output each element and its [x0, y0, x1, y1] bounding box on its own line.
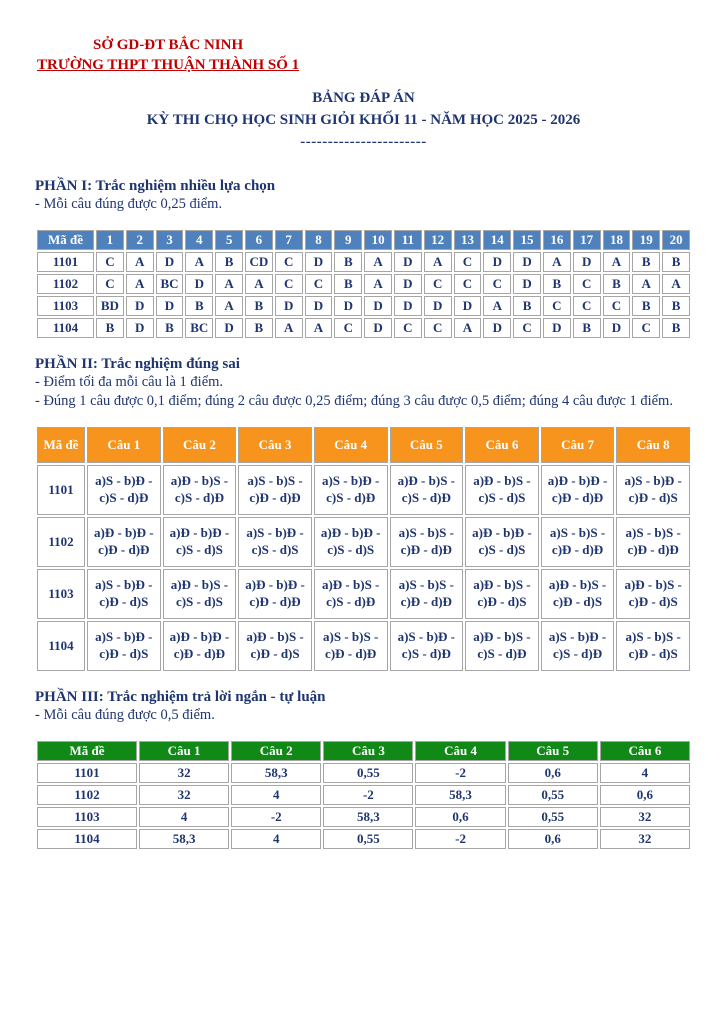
col-header-question: Câu 6 [600, 741, 690, 761]
answer-cell: C [305, 274, 333, 294]
answer-cell: 4 [600, 763, 690, 783]
col-header-question: 1 [96, 230, 124, 250]
answer-cell: B [334, 252, 362, 272]
answer-cell: a)S - b)S - c)Đ - d)Đ [390, 569, 464, 619]
answer-cell: a)Đ - b)Đ - c)Đ - d)Đ [541, 465, 615, 515]
answer-cell: a)S - b)S - c)Đ - d)Đ [238, 465, 312, 515]
col-header-question: 8 [305, 230, 333, 250]
answer-cell: a)S - b)Đ - c)Đ - d)S [616, 465, 690, 515]
col-header-question: 5 [215, 230, 243, 250]
answer-cell: B [334, 274, 362, 294]
section-note: - Mỗi câu đúng được 0,25 điểm. [35, 196, 223, 213]
table-row [37, 829, 690, 849]
answer-cell: a)S - b)Đ - c)S - d)Đ [87, 465, 161, 515]
col-header-question: Câu 4 [314, 427, 388, 463]
answer-cell: D [603, 318, 631, 338]
exam-code-cell: 1101 [37, 763, 137, 783]
answer-cell: 58,3 [139, 829, 229, 849]
answer-cell: D [483, 318, 511, 338]
answer-cell: A [483, 296, 511, 316]
table-header-row [37, 230, 690, 250]
answer-cell: B [96, 318, 124, 338]
answer-cell: a)S - b)S - c)Đ - d)Đ [314, 621, 388, 671]
part3-answer-table [35, 739, 692, 851]
answer-cell: D [215, 318, 243, 338]
answer-cell: a)S - b)S - c)Đ - d)Đ [390, 517, 464, 567]
col-header-exam-code: Mã đề [37, 427, 85, 463]
part2-heading: PHẦN II: Trắc nghiệm đúng sai [35, 356, 240, 373]
answer-cell: B [662, 252, 690, 272]
department-name: SỞ GD-ĐT BẮC NINH [92, 37, 244, 53]
answer-cell: D [513, 274, 541, 294]
answer-cell: a)Đ - b)Đ - c)Đ - d)Đ [163, 621, 237, 671]
answer-cell: a)S - b)Đ - c)S - d)Đ [314, 465, 388, 515]
part2-notes [35, 373, 692, 409]
table-row [37, 785, 690, 805]
answer-cell: 4 [231, 785, 321, 805]
answer-cell: B [245, 296, 273, 316]
col-header-question: Câu 3 [323, 741, 413, 761]
answer-cell: B [573, 318, 601, 338]
answer-cell: 4 [139, 807, 229, 827]
answer-cell: D [156, 252, 184, 272]
answer-cell: A [424, 252, 452, 272]
table-row [37, 296, 690, 316]
answer-cell: B [632, 252, 660, 272]
exam-code-cell: 1103 [37, 296, 94, 316]
answer-cell: D [513, 252, 541, 272]
col-header-question: 15 [513, 230, 541, 250]
exam-title: KỲ THI CHỌ HỌC SINH GIỎI KHỐI 11 - NĂM HỌC 2025 - 2026 [146, 111, 581, 128]
answer-cell: 32 [139, 763, 229, 783]
answer-cell: C [573, 274, 601, 294]
col-header-question: Câu 1 [139, 741, 229, 761]
part3-heading: PHẦN III: Trắc nghiệm trả lời ngắn - tự luận [35, 688, 326, 705]
answer-cell: B [543, 274, 571, 294]
col-header-question: 12 [424, 230, 452, 250]
answer-cell: B [215, 252, 243, 272]
answer-cell: D [185, 274, 213, 294]
exam-code-cell: 1101 [37, 465, 85, 515]
table-row [37, 807, 690, 827]
col-header-question: 18 [603, 230, 631, 250]
part1-section [35, 178, 692, 340]
answer-cell: C [96, 252, 124, 272]
answer-cell: a)S - b)Đ - c)S - d)Đ [390, 621, 464, 671]
answer-cell: C [513, 318, 541, 338]
answer-cell: 0,55 [323, 829, 413, 849]
answer-cell: A [245, 274, 273, 294]
answer-cell: -2 [231, 807, 321, 827]
answer-cell: D [334, 296, 362, 316]
answer-cell: D [454, 296, 482, 316]
answer-cell: A [632, 274, 660, 294]
answer-cell: C [275, 252, 303, 272]
section-note: - Mỗi câu đúng được 0,5 điểm. [35, 706, 215, 723]
letterhead [37, 36, 299, 75]
col-header-question: 20 [662, 230, 690, 250]
answer-cell: C [424, 318, 452, 338]
answer-cell: a)Đ - b)Đ - c)Đ - d)Đ [238, 569, 312, 619]
answer-cell: A [215, 274, 243, 294]
exam-code-cell: 1103 [37, 807, 137, 827]
col-header-question: 11 [394, 230, 422, 250]
answer-cell: B [156, 318, 184, 338]
answer-cell: 32 [600, 807, 690, 827]
answer-cell: C [96, 274, 124, 294]
col-header-question: Câu 8 [616, 427, 690, 463]
col-header-question: 2 [126, 230, 154, 250]
answer-cell: 0,6 [415, 807, 505, 827]
part1-notes [35, 195, 692, 213]
answer-cell: C [573, 296, 601, 316]
answer-cell: 0,6 [600, 785, 690, 805]
answer-cell: a)Đ - b)S - c)Đ - d)S [541, 569, 615, 619]
answer-cell: B [513, 296, 541, 316]
answer-cell: a)S - b)Đ - c)S - d)Đ [541, 621, 615, 671]
answer-cell: C [632, 318, 660, 338]
answer-cell: a)Đ - b)Đ - c)Đ - d)Đ [87, 517, 161, 567]
table-row [37, 763, 690, 783]
col-header-question: Câu 6 [465, 427, 539, 463]
answer-cell: a)Đ - b)S - c)S - d)Đ [390, 465, 464, 515]
answer-cell: a)Đ - b)Đ - c)S - d)S [465, 517, 539, 567]
answer-cell: D [156, 296, 184, 316]
col-header-question: 3 [156, 230, 184, 250]
part3-section [35, 689, 692, 851]
answer-cell: D [483, 252, 511, 272]
part3-notes [35, 706, 692, 724]
col-header-question: 9 [334, 230, 362, 250]
answer-cell: a)Đ - b)S - c)S - d)Đ [465, 621, 539, 671]
col-header-question: 13 [454, 230, 482, 250]
table-row [37, 465, 690, 515]
col-header-question: Câu 4 [415, 741, 505, 761]
answer-cell: A [543, 252, 571, 272]
answer-cell: A [603, 252, 631, 272]
answer-cell: a)Đ - b)S - c)S - d)S [163, 569, 237, 619]
answer-cell: BD [96, 296, 124, 316]
exam-code-cell: 1104 [37, 318, 94, 338]
answer-cell: A [364, 252, 392, 272]
answer-cell: D [424, 296, 452, 316]
separator-dashes: ----------------------- [300, 133, 427, 150]
answer-cell: A [364, 274, 392, 294]
table-row [37, 274, 690, 294]
answer-cell: -2 [415, 763, 505, 783]
exam-code-cell: 1101 [37, 252, 94, 272]
answer-cell: A [305, 318, 333, 338]
answer-cell: B [662, 296, 690, 316]
col-header-question: Câu 2 [163, 427, 237, 463]
answer-cell: B [603, 274, 631, 294]
exam-code-cell: 1104 [37, 829, 137, 849]
answer-cell: C [394, 318, 422, 338]
answer-cell: A [185, 252, 213, 272]
table-row [37, 569, 690, 619]
answer-cell: -2 [323, 785, 413, 805]
answer-cell: A [126, 252, 154, 272]
answer-cell: B [632, 296, 660, 316]
answer-cell: 58,3 [231, 763, 321, 783]
answer-cell: D [364, 318, 392, 338]
answer-cell: D [394, 274, 422, 294]
part2-section [35, 356, 692, 672]
answer-cell: 0,6 [508, 763, 598, 783]
answer-cell: a)S - b)Đ - c)Đ - d)S [87, 569, 161, 619]
answer-cell: 58,3 [323, 807, 413, 827]
answer-cell: 4 [231, 829, 321, 849]
exam-code-cell: 1104 [37, 621, 85, 671]
col-header-question: 10 [364, 230, 392, 250]
table-row [37, 517, 690, 567]
col-header-question: 17 [573, 230, 601, 250]
answer-cell: C [275, 274, 303, 294]
part1-answer-table [35, 228, 692, 340]
col-header-exam-code: Mã đề [37, 230, 94, 250]
answer-cell: C [454, 252, 482, 272]
answer-cell: 0,55 [508, 807, 598, 827]
answer-cell: a)S - b)Đ - c)S - d)S [238, 517, 312, 567]
col-header-question: 14 [483, 230, 511, 250]
answer-cell: B [662, 318, 690, 338]
answer-cell: A [275, 318, 303, 338]
col-header-exam-code: Mã đề [37, 741, 137, 761]
answer-cell: a)Đ - b)S - c)S - d)Đ [163, 465, 237, 515]
answer-cell: BC [185, 318, 213, 338]
answer-cell: C [334, 318, 362, 338]
col-header-question: Câu 5 [508, 741, 598, 761]
answer-cell: 58,3 [415, 785, 505, 805]
table-row [37, 252, 690, 272]
exam-code-cell: 1102 [37, 785, 137, 805]
answer-cell: CD [245, 252, 273, 272]
col-header-question: Câu 2 [231, 741, 321, 761]
col-header-question: 4 [185, 230, 213, 250]
section-note: - Điểm tối đa mỗi câu là 1 điểm. [35, 374, 224, 391]
table-row [37, 621, 690, 671]
answer-cell: a)S - b)S - c)Đ - d)S [616, 621, 690, 671]
answer-cell: 0,55 [323, 763, 413, 783]
part2-answer-table [35, 425, 692, 673]
answer-cell: a)Đ - b)S - c)Đ - d)S [238, 621, 312, 671]
exam-code-cell: 1103 [37, 569, 85, 619]
answer-cell: a)Đ - b)Đ - c)S - d)S [314, 517, 388, 567]
section-note: - Đúng 1 câu được 0,1 điểm; đúng 2 câu được 0,25 điểm; đúng 3 câu được 0,5 điểm; đúng 4 câu được 1 điểm. [35, 392, 673, 409]
exam-code-cell: 1102 [37, 274, 94, 294]
answer-cell: D [543, 318, 571, 338]
answer-cell: C [454, 274, 482, 294]
answer-cell: C [543, 296, 571, 316]
answer-cell: D [275, 296, 303, 316]
answer-cell: A [662, 274, 690, 294]
table-header-row [37, 427, 690, 463]
answer-cell: a)Đ - b)S - c)S - d)Đ [314, 569, 388, 619]
answer-cell: A [215, 296, 243, 316]
school-name: TRƯỜNG THPT THUẬN THÀNH SỐ 1 [37, 56, 300, 73]
answer-cell: D [394, 296, 422, 316]
col-header-question: 16 [543, 230, 571, 250]
answer-cell: a)S - b)Đ - c)Đ - d)S [87, 621, 161, 671]
answer-cell: D [126, 318, 154, 338]
answer-cell: B [245, 318, 273, 338]
title-block [35, 88, 692, 153]
answer-cell: B [185, 296, 213, 316]
answer-cell: a)Đ - b)S - c)S - d)S [465, 465, 539, 515]
answer-cell: D [305, 252, 333, 272]
answer-cell: D [394, 252, 422, 272]
col-header-question: 7 [275, 230, 303, 250]
answer-cell: D [364, 296, 392, 316]
answer-cell: C [424, 274, 452, 294]
answer-cell: 0,55 [508, 785, 598, 805]
col-header-question: Câu 7 [541, 427, 615, 463]
answer-cell: a)Đ - b)S - c)Đ - d)S [616, 569, 690, 619]
answer-cell: a)S - b)S - c)Đ - d)Đ [616, 517, 690, 567]
col-header-question: Câu 5 [390, 427, 464, 463]
answer-cell: 0,6 [508, 829, 598, 849]
answer-cell: a)Đ - b)Đ - c)S - d)S [163, 517, 237, 567]
answer-cell: a)Đ - b)S - c)Đ - d)S [465, 569, 539, 619]
answer-cell: D [573, 252, 601, 272]
answer-cell: C [483, 274, 511, 294]
exam-code-cell: 1102 [37, 517, 85, 567]
answer-cell: a)S - b)S - c)Đ - d)Đ [541, 517, 615, 567]
answer-cell: 32 [600, 829, 690, 849]
col-header-question: Câu 3 [238, 427, 312, 463]
table-header-row [37, 741, 690, 761]
answer-cell: BC [156, 274, 184, 294]
answer-cell: A [454, 318, 482, 338]
doc-title: BẢNG ĐÁP ÁN [312, 90, 415, 106]
col-header-question: Câu 1 [87, 427, 161, 463]
col-header-question: 19 [632, 230, 660, 250]
answer-cell: A [126, 274, 154, 294]
answer-cell: -2 [415, 829, 505, 849]
answer-cell: D [305, 296, 333, 316]
answer-cell: D [126, 296, 154, 316]
table-row [37, 318, 690, 338]
col-header-question: 6 [245, 230, 273, 250]
part1-heading: PHẦN I: Trắc nghiệm nhiều lựa chọn [35, 178, 276, 195]
answer-cell: 32 [139, 785, 229, 805]
answer-cell: C [603, 296, 631, 316]
